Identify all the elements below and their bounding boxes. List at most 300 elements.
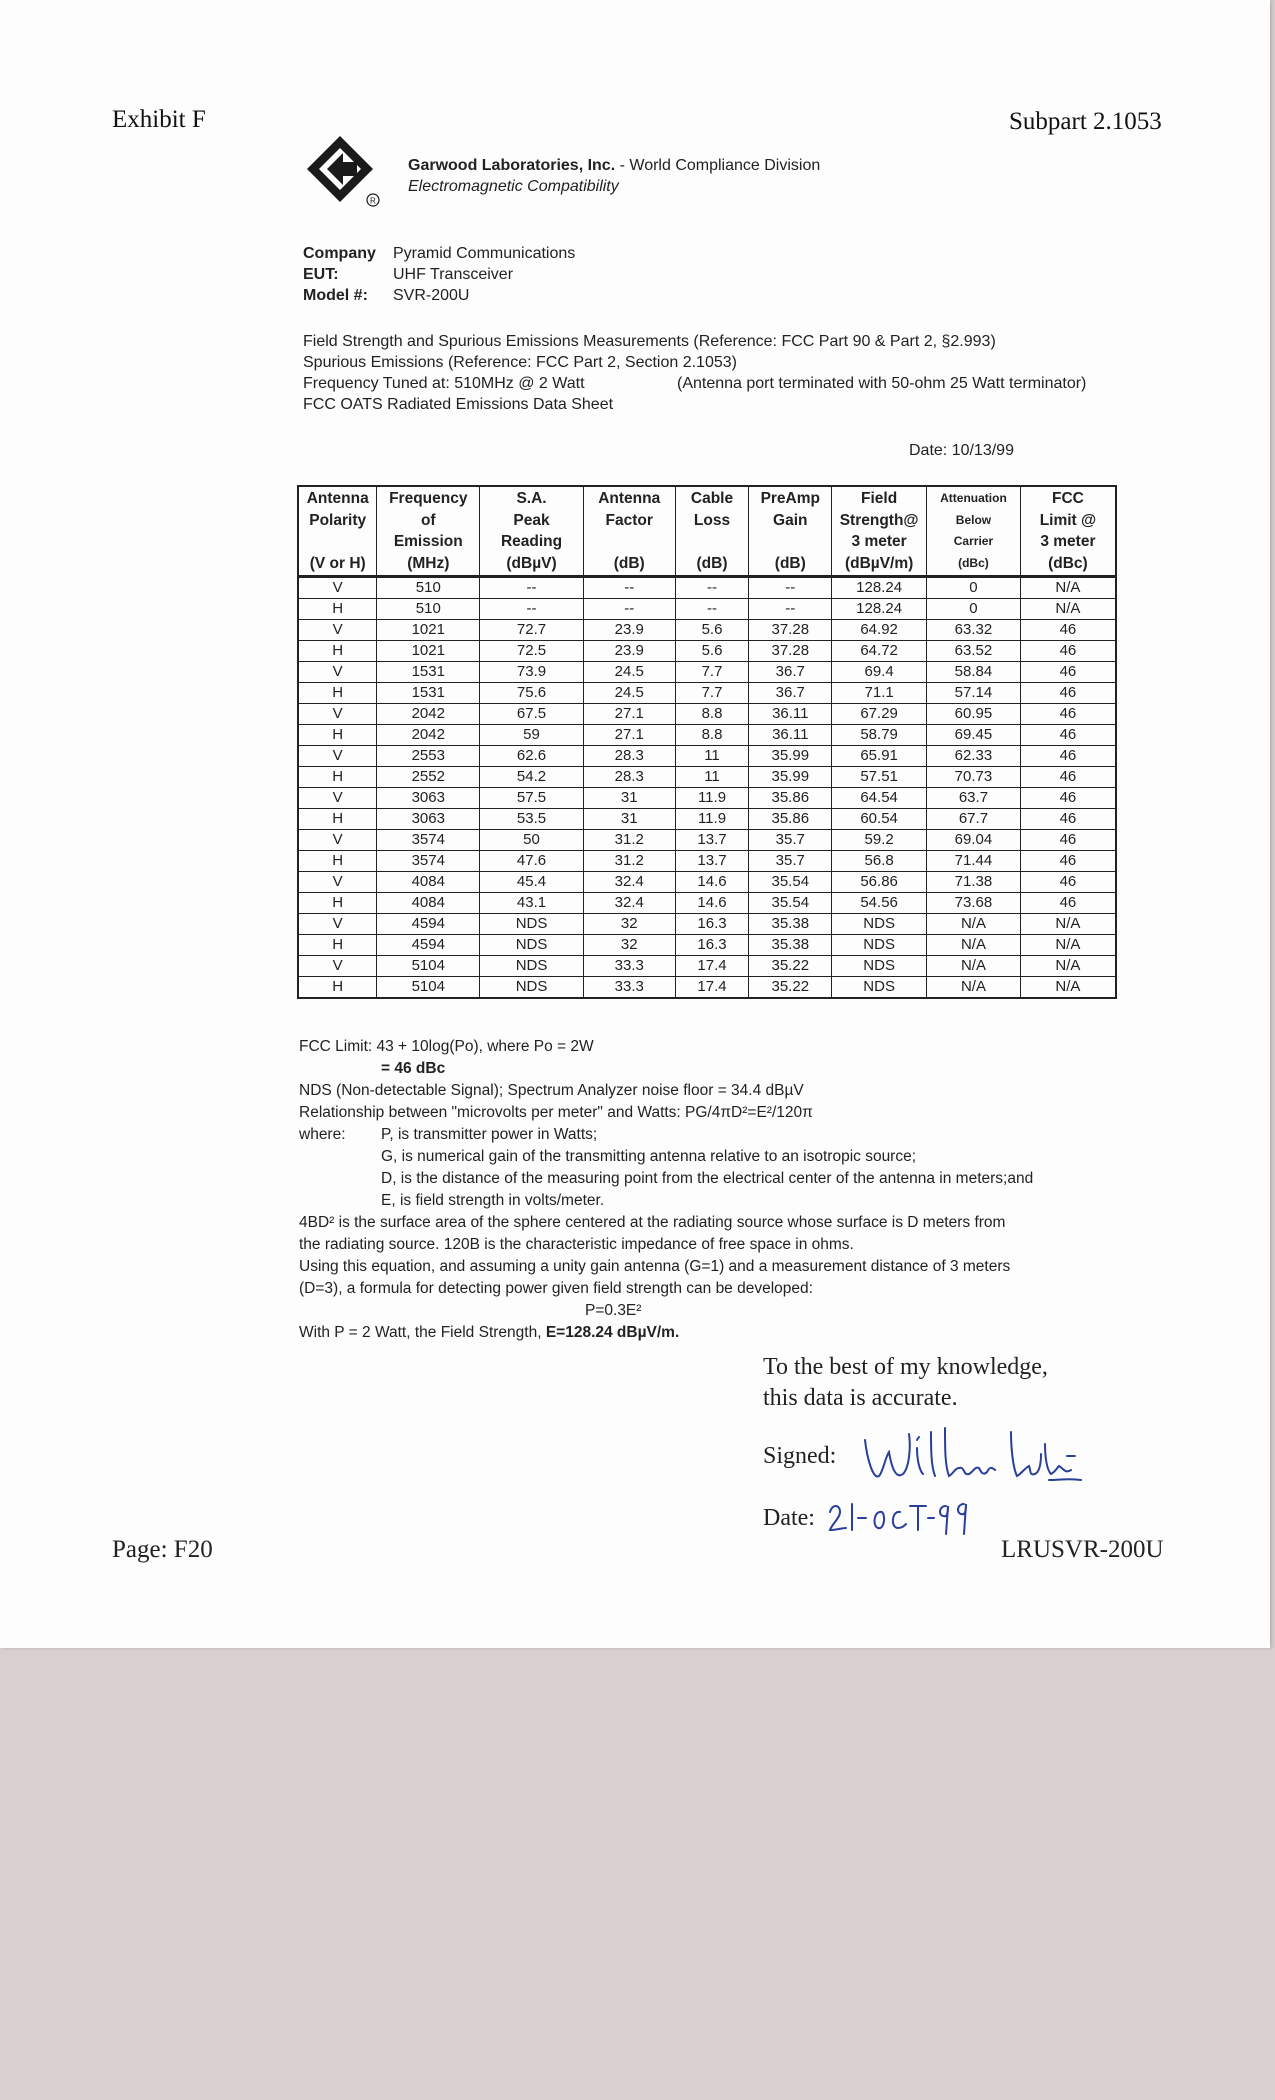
table-row [298, 788, 1116, 809]
table-cell: 67.7 [927, 809, 1021, 830]
table-row [298, 704, 1116, 725]
lab-tagline: Electromagnetic Compatibility [408, 178, 619, 195]
header-line: PreAmp [760, 490, 820, 507]
fcc-limit-result: = 46 dBc [381, 1060, 446, 1077]
table-cell: H [298, 851, 377, 872]
header-line: (V or H) [309, 554, 366, 572]
table-cell: 56.8 [832, 851, 927, 872]
table-cell: 36.7 [749, 662, 832, 683]
where-g: G, is numerical gain of the transmitting antenna relative to an isotropic source; [381, 1148, 917, 1165]
relationship-note: Relationship between "microvolts per meter" and Watts: PG/4πD²=E²/120π [299, 1104, 813, 1121]
header-line: Attenuation [940, 491, 1007, 505]
table-cell: 24.5 [583, 683, 675, 704]
header-line: (dBc) [958, 555, 989, 570]
date-label: Date: [763, 1505, 815, 1531]
emissions-table [297, 485, 1117, 999]
table-cell: 47.6 [480, 851, 584, 872]
table-cell: 3574 [377, 851, 480, 872]
table-row [298, 725, 1116, 746]
eut-info [303, 243, 575, 306]
table-row [298, 935, 1116, 956]
table-cell: 0 [927, 599, 1021, 620]
table-row [298, 830, 1116, 851]
table-cell: V [298, 662, 377, 683]
table-cell: 13.7 [675, 830, 749, 851]
table-cell: 62.33 [927, 746, 1021, 767]
table-cell: 75.6 [480, 683, 584, 704]
table-cell: 36.11 [749, 725, 832, 746]
ref-line: Spurious Emissions (Reference: FCC Part 2, Section 2.1053) [303, 354, 737, 371]
header-line: Antenna [306, 490, 369, 507]
table-cell: NDS [832, 956, 927, 977]
table-cell: 46 [1020, 809, 1116, 830]
table-cell: 46 [1020, 620, 1116, 641]
table-cell: 11.9 [675, 809, 749, 830]
table-cell: -- [749, 577, 832, 599]
table-cell: -- [675, 577, 749, 599]
table-cell: 36.11 [749, 704, 832, 725]
table-cell: 63.7 [927, 788, 1021, 809]
table-cell: 24.5 [583, 662, 675, 683]
table-cell: 46 [1020, 830, 1116, 851]
table-cell: 69.4 [832, 662, 927, 683]
header-line: Strength@ [839, 511, 919, 529]
table-row [298, 956, 1116, 977]
ref-line: Field Strength and Spurious Emissions Measurements (Reference: FCC Part 90 & Part 2, §2.993) [303, 333, 996, 350]
table-cell: V [298, 872, 377, 893]
table-cell: 46 [1020, 872, 1116, 893]
table-cell: 64.54 [832, 788, 927, 809]
table-row [298, 914, 1116, 935]
table-cell: 53.5 [480, 809, 584, 830]
handwritten-signature [853, 1418, 1093, 1496]
table-cell: 54.56 [832, 893, 927, 914]
lab-name [408, 157, 820, 175]
table-row [298, 893, 1116, 914]
table-cell: 35.7 [749, 830, 832, 851]
table-cell: V [298, 830, 377, 851]
table-cell: N/A [927, 977, 1021, 999]
table-cell: 27.1 [583, 725, 675, 746]
table-cell: 63.32 [927, 620, 1021, 641]
header-line: (dBµV) [506, 554, 557, 572]
table-row [298, 620, 1116, 641]
table-cell: 1531 [377, 662, 480, 683]
table-cell: 35.38 [749, 914, 832, 935]
page-number: Page: F20 [112, 1536, 213, 1563]
table-cell: 73.9 [480, 662, 584, 683]
table-cell: 45.4 [480, 872, 584, 893]
table-cell: 69.04 [927, 830, 1021, 851]
table-cell: N/A [1020, 599, 1116, 620]
header-line: Loss [693, 511, 731, 529]
column-header [675, 486, 749, 577]
table-cell: H [298, 725, 377, 746]
lab-division: - World Compliance Division [615, 157, 821, 174]
attestation [763, 1352, 1048, 1414]
table-cell: 5.6 [675, 641, 749, 662]
table-cell: 46 [1020, 893, 1116, 914]
svg-text:R: R [370, 196, 376, 206]
field-strength-result [299, 1322, 1129, 1344]
table-cell: N/A [1020, 914, 1116, 935]
header-line: (dBµV/m) [844, 554, 914, 572]
table-cell: N/A [927, 914, 1021, 935]
table-row [298, 577, 1116, 599]
table-cell: N/A [1020, 935, 1116, 956]
table-cell: 14.6 [675, 872, 749, 893]
table-cell: H [298, 683, 377, 704]
table-cell: V [298, 704, 377, 725]
table-cell: 4084 [377, 893, 480, 914]
table-cell: 46 [1020, 788, 1116, 809]
table-cell: 5104 [377, 977, 480, 999]
header-line [299, 531, 376, 553]
table-cell: 35.38 [749, 935, 832, 956]
table-cell: H [298, 599, 377, 620]
table-cell: N/A [927, 956, 1021, 977]
header-line: Below [955, 512, 992, 527]
header-line: S.A. [516, 490, 547, 507]
table-cell: 59.2 [832, 830, 927, 851]
table-cell: 46 [1020, 767, 1116, 788]
table-cell: 5104 [377, 956, 480, 977]
table-cell: 16.3 [675, 935, 749, 956]
table-cell: 23.9 [583, 620, 675, 641]
header-line [584, 531, 675, 553]
table-cell: H [298, 767, 377, 788]
header-line: Gain [773, 511, 808, 529]
table-cell: 14.6 [675, 893, 749, 914]
surface-note-2: the radiating source. 120B is the characteristic impedance of free space in ohms. [299, 1236, 854, 1253]
table-cell: 72.7 [480, 620, 584, 641]
table-cell: 58.84 [927, 662, 1021, 683]
table-cell: -- [749, 599, 832, 620]
power-formula: P=0.3E² [585, 1302, 642, 1319]
table-cell: 46 [1020, 851, 1116, 872]
table-cell: 17.4 [675, 977, 749, 999]
using-note-2: (D=3), a formula for detecting power given field strength can be developed: [299, 1280, 813, 1297]
notes-section [299, 1036, 1129, 1344]
table-cell: 35.54 [749, 872, 832, 893]
table-cell: 72.5 [480, 641, 584, 662]
table-row [298, 872, 1116, 893]
surface-note-1: 4BD² is the surface area of the sphere centered at the radiating source whose surface is D meters from [299, 1214, 1006, 1231]
table-row [298, 641, 1116, 662]
table-cell: 37.28 [749, 620, 832, 641]
table-cell: N/A [1020, 956, 1116, 977]
table-cell: 11 [675, 746, 749, 767]
table-cell: V [298, 577, 377, 599]
header-line: Antenna [598, 490, 661, 507]
table-cell: 31 [583, 809, 675, 830]
table-cell: 17.4 [675, 956, 749, 977]
table-cell: 63.52 [927, 641, 1021, 662]
table-cell: H [298, 977, 377, 999]
frequency-tuned: Frequency Tuned at: 510MHz @ 2 Watt [303, 375, 585, 392]
table-cell: 510 [377, 577, 480, 599]
table-cell: V [298, 788, 377, 809]
table-cell: 31 [583, 788, 675, 809]
table-cell: H [298, 935, 377, 956]
table-cell: 59 [480, 725, 584, 746]
table-cell: 37.28 [749, 641, 832, 662]
ref-line-frequency [303, 373, 1123, 394]
exhibit-label: Exhibit F [112, 106, 206, 133]
table-cell: 70.73 [927, 767, 1021, 788]
table-cell: 35.22 [749, 977, 832, 999]
header-line: Emission [393, 533, 463, 550]
table-cell: V [298, 620, 377, 641]
table-cell: 67.29 [832, 704, 927, 725]
table-cell: 57.5 [480, 788, 584, 809]
table-cell: 58.79 [832, 725, 927, 746]
table-cell: 73.68 [927, 893, 1021, 914]
table-cell: -- [583, 577, 675, 599]
signature-text: William Walter [853, 1418, 860, 1419]
column-header [832, 486, 927, 577]
info-value: Pyramid Communications [393, 245, 576, 262]
attest-line-1: To the best of my knowledge, [763, 1354, 1048, 1380]
header-line: Factor [605, 511, 653, 529]
table-cell: 0 [927, 577, 1021, 599]
table-cell: 56.86 [832, 872, 927, 893]
column-header [480, 486, 584, 577]
column-header [1020, 486, 1116, 577]
table-cell: 67.5 [480, 704, 584, 725]
table-cell: 4084 [377, 872, 480, 893]
table-cell: 3574 [377, 830, 480, 851]
table-cell: 65.91 [832, 746, 927, 767]
table-cell: 50 [480, 830, 584, 851]
lab-company: Garwood Laboratories, Inc. [408, 157, 616, 174]
where-d: D, is the distance of the measuring point from the electrical center of the antenna in meters;and [381, 1170, 1034, 1187]
table-cell: 7.7 [675, 662, 749, 683]
header-line: (MHz) [407, 554, 450, 572]
table-cell: 4594 [377, 935, 480, 956]
antenna-port-note: (Antenna port terminated with 50-ohm 25 Watt terminator) [677, 375, 1087, 392]
table-cell: NDS [480, 977, 584, 999]
handwritten-date-text: 21-OCT-99 [826, 1490, 831, 1491]
table-cell: NDS [480, 914, 584, 935]
info-value: UHF Transceiver [393, 266, 514, 283]
table-cell: 35.86 [749, 788, 832, 809]
header-line: of [420, 511, 436, 529]
table-cell: 8.8 [675, 725, 749, 746]
table-cell: V [298, 746, 377, 767]
using-note-1: Using this equation, and assuming a unity gain antenna (G=1) and a measurement distance of 3 meters [299, 1258, 1011, 1275]
nds-note: NDS (Non-detectable Signal); Spectrum Analyzer noise floor = 34.4 dBµV [299, 1082, 804, 1099]
header-line: FCC [1051, 490, 1084, 507]
table-row [298, 977, 1116, 999]
table-cell: 32 [583, 935, 675, 956]
table-cell: 46 [1020, 662, 1116, 683]
table-cell: NDS [480, 956, 584, 977]
where-p-row [299, 1124, 1129, 1146]
table-cell: 35.22 [749, 956, 832, 977]
table-cell: 32.4 [583, 872, 675, 893]
model-code: LRUSVR-200U [1001, 1536, 1164, 1563]
table-cell: 128.24 [832, 577, 927, 599]
table-row [298, 683, 1116, 704]
header-line: Cable [690, 490, 734, 507]
table-body [298, 577, 1116, 999]
table-cell: 33.3 [583, 977, 675, 999]
table-cell: 35.99 [749, 767, 832, 788]
table-cell: 54.2 [480, 767, 584, 788]
table-cell: 31.2 [583, 851, 675, 872]
table-row [298, 767, 1116, 788]
table-row [298, 809, 1116, 830]
table-cell: 3063 [377, 809, 480, 830]
table-cell: 46 [1020, 683, 1116, 704]
table-row [298, 746, 1116, 767]
table-cell: 35.99 [749, 746, 832, 767]
info-label: Company [303, 245, 376, 262]
garwood-logo-icon [303, 134, 383, 214]
table-header-row [298, 486, 1116, 577]
ref-line: FCC OATS Radiated Emissions Data Sheet [303, 396, 614, 413]
table-cell: V [298, 956, 377, 977]
info-label: Model #: [303, 287, 368, 304]
table-cell: 11 [675, 767, 749, 788]
table-cell: 32.4 [583, 893, 675, 914]
table-row [298, 599, 1116, 620]
table-cell: 35.86 [749, 809, 832, 830]
table-cell: -- [583, 599, 675, 620]
table-cell: 28.3 [583, 767, 675, 788]
table-cell: 32 [583, 914, 675, 935]
table-cell: 2042 [377, 725, 480, 746]
header-line: Limit @ [1039, 511, 1097, 529]
table-cell: 510 [377, 599, 480, 620]
table-cell: 62.6 [480, 746, 584, 767]
header-line: Carrier [953, 534, 994, 548]
table-cell: NDS [480, 935, 584, 956]
info-row-eut [303, 264, 575, 285]
info-row-model [303, 285, 575, 306]
info-label: EUT: [303, 266, 339, 283]
attest-line-2: this data is accurate. [763, 1385, 958, 1411]
table-cell: 57.14 [927, 683, 1021, 704]
table-row [298, 662, 1116, 683]
table-cell: 43.1 [480, 893, 584, 914]
table-cell: N/A [1020, 977, 1116, 999]
table-cell: 4594 [377, 914, 480, 935]
info-row-company [303, 243, 575, 264]
table-cell: 1021 [377, 641, 480, 662]
subpart-label: Subpart 2.1053 [1009, 108, 1162, 135]
table-cell: N/A [1020, 577, 1116, 599]
handwritten-date [826, 1490, 976, 1540]
table-cell: H [298, 893, 377, 914]
table-cell: 64.72 [832, 641, 927, 662]
header-line: (dB) [696, 554, 728, 572]
table-cell: H [298, 641, 377, 662]
table-cell: 36.7 [749, 683, 832, 704]
table-cell: H [298, 809, 377, 830]
table-cell: 128.24 [832, 599, 927, 620]
signed-label: Signed: [763, 1443, 837, 1469]
column-header [749, 486, 832, 577]
table-cell: 1531 [377, 683, 480, 704]
table-cell: NDS [832, 935, 927, 956]
column-header [583, 486, 675, 577]
table-cell: 33.3 [583, 956, 675, 977]
header-line: Reading [500, 533, 563, 550]
where-p: P, is transmitter power in Watts; [381, 1126, 598, 1143]
table-cell: 11.9 [675, 788, 749, 809]
table-cell: NDS [832, 914, 927, 935]
header-line: Polarity [309, 511, 367, 529]
header-line: 3 meter [1040, 533, 1096, 550]
table-cell: 35.54 [749, 893, 832, 914]
table-cell: NDS [832, 977, 927, 999]
column-header [298, 486, 377, 577]
field-strength-value: E=128.24 dBµV/m. [545, 1324, 680, 1341]
header-line: 3 meter [851, 533, 907, 550]
table-cell: 35.7 [749, 851, 832, 872]
where-label: where: [299, 1126, 346, 1143]
table-cell: 7.7 [675, 683, 749, 704]
table-cell: 60.54 [832, 809, 927, 830]
table-cell: 8.8 [675, 704, 749, 725]
table-cell: 60.95 [927, 704, 1021, 725]
header-line: Frequency [389, 490, 468, 507]
table-cell: 2553 [377, 746, 480, 767]
header-line: (dB) [613, 554, 645, 572]
fcc-limit-formula: FCC Limit: 43 + 10log(Po), where Po = 2W [299, 1038, 594, 1055]
test-date: Date: 10/13/99 [909, 442, 1014, 459]
header-line: (dBc) [1048, 554, 1088, 572]
header-line [749, 531, 831, 553]
table-cell: -- [480, 599, 584, 620]
table-cell: 46 [1020, 725, 1116, 746]
table-cell: 71.44 [927, 851, 1021, 872]
table-cell: 2042 [377, 704, 480, 725]
references [303, 331, 1123, 415]
table-cell: 16.3 [675, 914, 749, 935]
table-cell: 46 [1020, 746, 1116, 767]
header-line: (dB) [774, 554, 806, 572]
where-e: E, is field strength in volts/meter. [381, 1192, 605, 1209]
table-cell: V [298, 914, 377, 935]
table-cell: 57.51 [832, 767, 927, 788]
table-row [298, 851, 1116, 872]
table-cell: 5.6 [675, 620, 749, 641]
header-line: Peak [513, 511, 550, 529]
column-header [377, 486, 480, 577]
field-strength-prefix: With P = 2 Watt, the Field Strength, [299, 1324, 546, 1341]
table-cell: 46 [1020, 641, 1116, 662]
table-cell: -- [675, 599, 749, 620]
table-cell: 28.3 [583, 746, 675, 767]
header-line: Field [861, 490, 898, 507]
column-header [927, 486, 1021, 577]
table-cell: 46 [1020, 704, 1116, 725]
header-line [676, 531, 749, 553]
table-cell: N/A [927, 935, 1021, 956]
table-cell: 1021 [377, 620, 480, 641]
table-cell: 3063 [377, 788, 480, 809]
table-cell: 64.92 [832, 620, 927, 641]
table-cell: 2552 [377, 767, 480, 788]
table-cell: 31.2 [583, 830, 675, 851]
table-cell: 71.1 [832, 683, 927, 704]
table-cell: 71.38 [927, 872, 1021, 893]
table-cell: 13.7 [675, 851, 749, 872]
table-cell: -- [480, 577, 584, 599]
